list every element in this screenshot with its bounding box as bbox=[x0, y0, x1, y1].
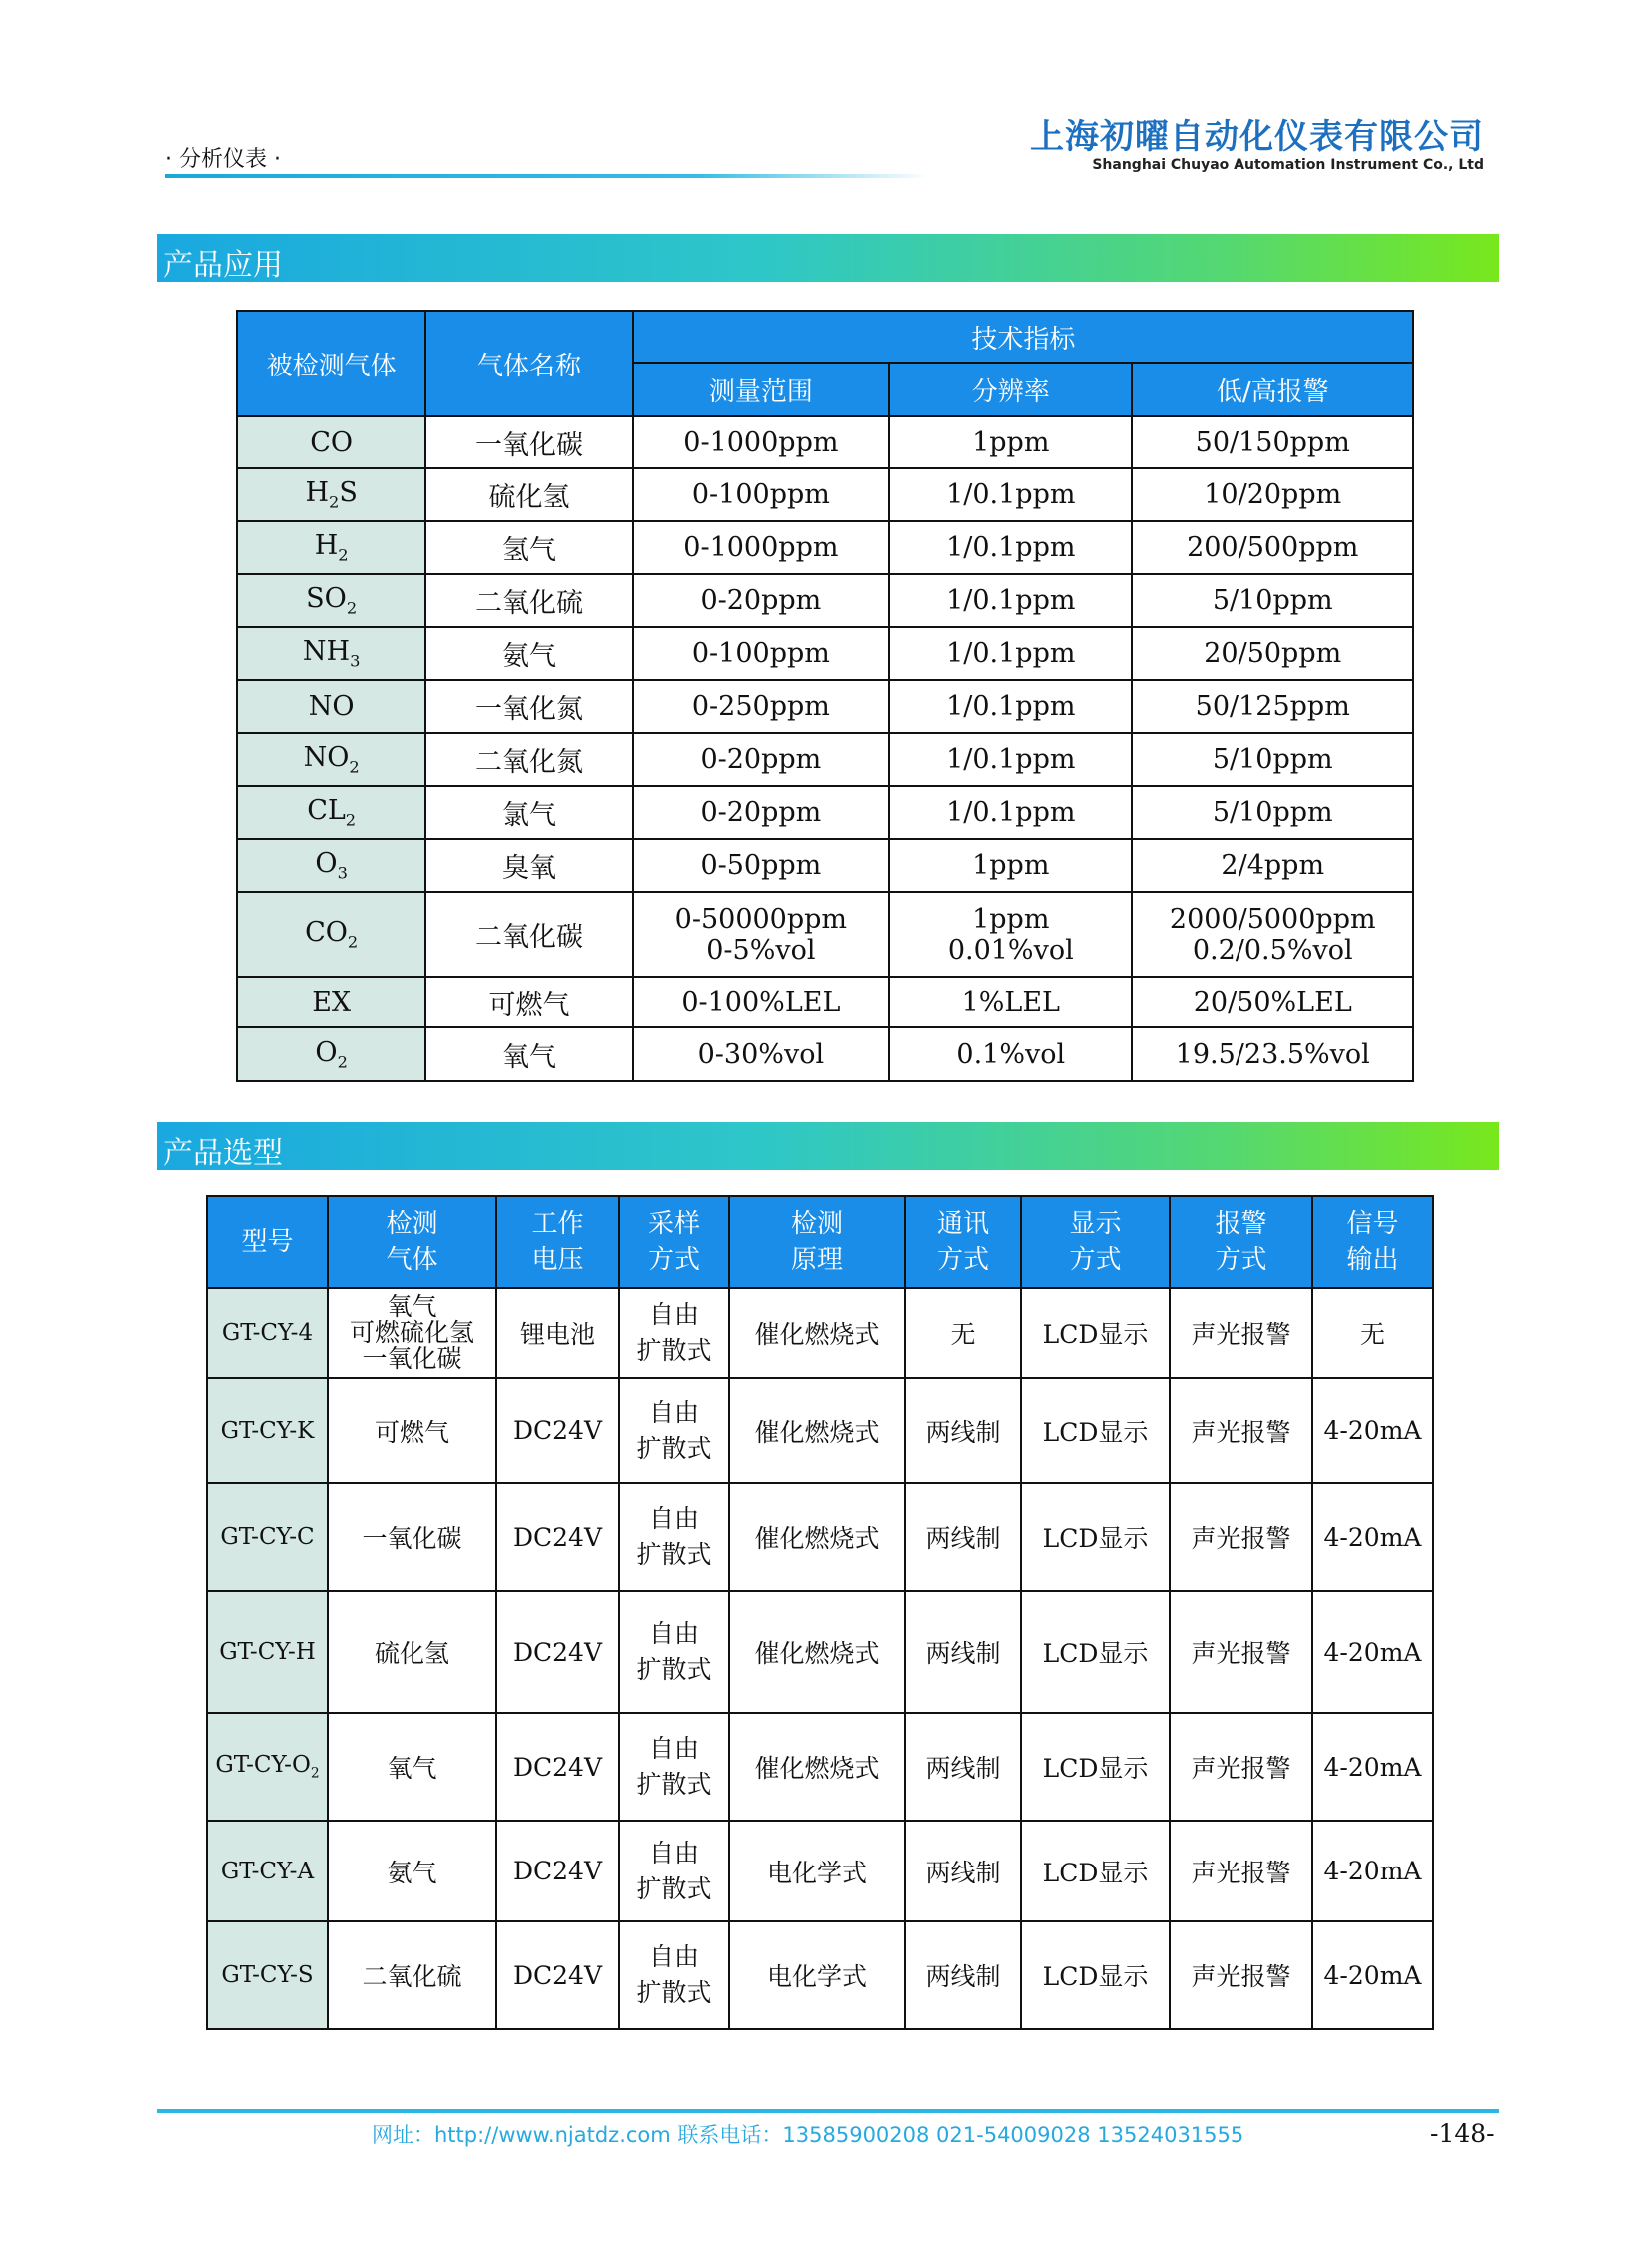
col-header bbox=[1021, 1196, 1170, 1288]
signal-cell: 4-20mA bbox=[1312, 1591, 1433, 1713]
table-row bbox=[237, 574, 1413, 627]
range-cell bbox=[633, 839, 889, 892]
gas-formula-subscript: 2 bbox=[338, 545, 349, 565]
sampling-cell bbox=[619, 1378, 729, 1483]
gas-formula-subscript: 2 bbox=[349, 757, 360, 777]
gas-formula-subscript: 2 bbox=[329, 492, 340, 512]
gas-formula: CO bbox=[310, 426, 354, 458]
col-header-line1: 信号 bbox=[1346, 1209, 1399, 1239]
detect-gas-cell bbox=[328, 1713, 496, 1821]
sampling-line2: 扩散式 bbox=[636, 1336, 712, 1365]
gas-name-cell: 一氧化碳 bbox=[425, 416, 632, 468]
col-header bbox=[905, 1196, 1021, 1288]
alarm-cell: 声光报警 bbox=[1170, 1821, 1312, 1921]
gas-formula-cell bbox=[237, 892, 425, 977]
col-header-line2: 方式 bbox=[936, 1245, 989, 1275]
footer-divider bbox=[157, 2109, 1499, 2113]
model-subscript: 2 bbox=[310, 1765, 320, 1782]
col-header bbox=[207, 1196, 328, 1288]
col-header-line2: 电压 bbox=[531, 1245, 584, 1275]
detect-gas-cell bbox=[328, 1921, 496, 2029]
model-cell bbox=[207, 1483, 328, 1591]
gas-formula-cell bbox=[237, 839, 425, 892]
alarm-cell bbox=[1132, 627, 1413, 680]
table-row bbox=[237, 786, 1413, 839]
col-header-line1: 工作 bbox=[531, 1209, 584, 1239]
gas-name-cell: 二氧化氮 bbox=[425, 733, 632, 786]
col-header-line1: 采样 bbox=[647, 1209, 700, 1239]
selection-table bbox=[206, 1195, 1434, 2030]
table-row bbox=[237, 416, 1413, 468]
sampling-line1: 自由 bbox=[648, 1838, 699, 1868]
alarm-cell bbox=[1132, 416, 1413, 468]
gas-formula: H bbox=[305, 477, 330, 509]
range-cell-line1: 0-20ppm bbox=[700, 797, 822, 828]
comm-cell: 两线制 bbox=[905, 1713, 1021, 1821]
gas-name-cell: 可燃气 bbox=[425, 977, 632, 1027]
table-row bbox=[237, 977, 1413, 1027]
range-cell bbox=[633, 1027, 889, 1081]
gas-formula-cell bbox=[237, 574, 425, 627]
resolution-cell bbox=[889, 786, 1132, 839]
comm-cell: 两线制 bbox=[905, 1483, 1021, 1591]
resolution-cell-line1: 1/0.1ppm bbox=[946, 691, 1076, 722]
alarm-cell bbox=[1132, 680, 1413, 733]
range-cell bbox=[633, 521, 889, 574]
col-header bbox=[729, 1196, 905, 1288]
principle-cell: 催化燃烧式 bbox=[729, 1713, 905, 1821]
gas-formula: O bbox=[315, 1036, 338, 1068]
page-number: -148- bbox=[1430, 2119, 1495, 2148]
col-header bbox=[619, 1196, 729, 1288]
col-header bbox=[1312, 1196, 1433, 1288]
gas-formula-tail: S bbox=[339, 477, 358, 509]
range-cell bbox=[633, 468, 889, 521]
range-cell-line1: 0-20ppm bbox=[700, 585, 822, 616]
table-row bbox=[237, 627, 1413, 680]
col-header-range: 测量范围 bbox=[633, 363, 889, 416]
col-header bbox=[328, 1196, 496, 1288]
alarm-cell bbox=[1132, 786, 1413, 839]
principle-cell: 催化燃烧式 bbox=[729, 1288, 905, 1378]
alarm-cell: 声光报警 bbox=[1170, 1591, 1312, 1713]
resolution-cell-line1: 1/0.1ppm bbox=[946, 744, 1076, 775]
table-row bbox=[237, 521, 1413, 574]
detect-gas-line1: 氧气 bbox=[387, 1754, 437, 1783]
signal-cell: 4-20mA bbox=[1312, 1821, 1433, 1921]
gas-formula-cell bbox=[237, 733, 425, 786]
sampling-cell bbox=[619, 1713, 729, 1821]
alarm-cell: 声光报警 bbox=[1170, 1483, 1312, 1591]
gas-name-cell: 二氧化碳 bbox=[425, 892, 632, 977]
section-bar-application bbox=[157, 234, 1499, 282]
display-cell: LCD显示 bbox=[1021, 1821, 1170, 1921]
resolution-cell bbox=[889, 733, 1132, 786]
gas-formula: CL bbox=[307, 795, 346, 827]
detect-gas-line1: 一氧化碳 bbox=[362, 1524, 462, 1553]
detect-gas-line1: 可燃气 bbox=[374, 1417, 449, 1447]
table-row bbox=[207, 1378, 1433, 1483]
alarm-cell-line1: 5/10ppm bbox=[1212, 585, 1333, 616]
model-name: GT-CY-K bbox=[220, 1417, 315, 1444]
comm-cell: 两线制 bbox=[905, 1378, 1021, 1483]
resolution-cell bbox=[889, 839, 1132, 892]
range-cell-line1: 0-50ppm bbox=[700, 850, 822, 881]
alarm-cell-line1: 19.5/23.5%vol bbox=[1175, 1038, 1370, 1070]
principle-cell: 电化学式 bbox=[729, 1921, 905, 2029]
sampling-line2: 扩散式 bbox=[636, 1433, 712, 1463]
model-cell bbox=[207, 1288, 328, 1378]
table-row bbox=[207, 1288, 1433, 1378]
col-header-gas: 被检测气体 bbox=[237, 311, 425, 416]
gas-formula: O bbox=[315, 848, 338, 880]
model-name: GT-CY-H bbox=[219, 1639, 316, 1665]
table-row bbox=[207, 1483, 1433, 1591]
detect-gas-cell bbox=[328, 1591, 496, 1713]
model-cell bbox=[207, 1378, 328, 1483]
gas-formula-cell bbox=[237, 977, 425, 1027]
gas-name-cell: 氨气 bbox=[425, 627, 632, 680]
alarm-cell-line2: 0.2/0.5%vol bbox=[1192, 934, 1353, 966]
col-header-line1: 型号 bbox=[241, 1227, 294, 1257]
alarm-cell bbox=[1132, 977, 1413, 1027]
detect-gas-cell bbox=[328, 1288, 496, 1378]
signal-cell: 4-20mA bbox=[1312, 1483, 1433, 1591]
gas-formula-subscript: 3 bbox=[350, 651, 361, 671]
alarm-cell bbox=[1132, 839, 1413, 892]
gas-formula-cell bbox=[237, 521, 425, 574]
col-header-line1: 报警 bbox=[1215, 1209, 1267, 1239]
detect-gas-cell bbox=[328, 1821, 496, 1921]
detect-gas-line1: 氧气 bbox=[387, 1292, 437, 1321]
gas-formula: H bbox=[314, 530, 339, 562]
alarm-cell-line1: 50/125ppm bbox=[1195, 691, 1350, 722]
col-header-name: 气体名称 bbox=[425, 311, 632, 416]
resolution-cell-line1: 1/0.1ppm bbox=[946, 585, 1076, 616]
resolution-cell-line2: 0.01%vol bbox=[947, 934, 1074, 966]
sampling-line2: 扩散式 bbox=[636, 1978, 712, 2007]
display-cell: LCD显示 bbox=[1021, 1483, 1170, 1591]
col-header bbox=[496, 1196, 619, 1288]
alarm-cell: 声光报警 bbox=[1170, 1288, 1312, 1378]
table-row bbox=[237, 468, 1413, 521]
range-cell-line1: 0-30%vol bbox=[697, 1038, 825, 1070]
model-cell bbox=[207, 1713, 328, 1821]
voltage-cell: DC24V bbox=[496, 1591, 619, 1713]
sampling-line2: 扩散式 bbox=[636, 1770, 712, 1799]
alarm-cell: 声光报警 bbox=[1170, 1713, 1312, 1821]
resolution-cell bbox=[889, 627, 1132, 680]
section-title: 产品选型 bbox=[163, 1136, 283, 1171]
alarm-cell-line1: 20/50ppm bbox=[1204, 638, 1342, 669]
alarm-cell bbox=[1132, 574, 1413, 627]
sampling-line2: 扩散式 bbox=[636, 1540, 712, 1569]
gas-formula-subscript: 2 bbox=[346, 598, 358, 618]
alarm-cell-line1: 2000/5000ppm bbox=[1169, 903, 1376, 935]
alarm-cell-line1: 5/10ppm bbox=[1212, 797, 1333, 828]
range-cell bbox=[633, 977, 889, 1027]
detect-gas-line2: 可燃硫化氢 bbox=[349, 1318, 474, 1347]
gas-name-cell: 氢气 bbox=[425, 521, 632, 574]
voltage-cell: DC24V bbox=[496, 1483, 619, 1591]
sampling-cell bbox=[619, 1921, 729, 2029]
detect-gas-line1: 氨气 bbox=[387, 1858, 437, 1887]
range-cell bbox=[633, 574, 889, 627]
alarm-cell bbox=[1132, 1027, 1413, 1081]
gas-name-cell: 二氧化硫 bbox=[425, 574, 632, 627]
voltage-cell: DC24V bbox=[496, 1713, 619, 1821]
col-header-alarm: 低/高报警 bbox=[1132, 363, 1413, 416]
section-bar-selection bbox=[157, 1122, 1499, 1170]
model-cell bbox=[207, 1821, 328, 1921]
alarm-cell: 声光报警 bbox=[1170, 1921, 1312, 2029]
range-cell-line1: 0-20ppm bbox=[700, 744, 822, 775]
resolution-cell-line1: 1%LEL bbox=[961, 986, 1060, 1018]
gas-name-cell: 一氧化氮 bbox=[425, 680, 632, 733]
col-header-spec: 技术指标 bbox=[633, 311, 1413, 363]
voltage-cell: DC24V bbox=[496, 1821, 619, 1921]
range-cell-line1: 0-100ppm bbox=[691, 479, 830, 510]
model-name: GT-CY-O bbox=[215, 1752, 311, 1779]
resolution-cell bbox=[889, 521, 1132, 574]
alarm-cell-line1: 2/4ppm bbox=[1221, 850, 1325, 881]
comm-cell: 两线制 bbox=[905, 1821, 1021, 1921]
gas-formula-cell bbox=[237, 1027, 425, 1081]
display-cell: LCD显示 bbox=[1021, 1713, 1170, 1821]
principle-cell: 催化燃烧式 bbox=[729, 1591, 905, 1713]
signal-cell: 4-20mA bbox=[1312, 1378, 1433, 1483]
range-cell-line1: 0-250ppm bbox=[691, 691, 830, 722]
table-row bbox=[237, 1027, 1413, 1081]
range-cell-line1: 0-50000ppm bbox=[674, 903, 848, 935]
sampling-cell bbox=[619, 1288, 729, 1378]
table-row bbox=[207, 1921, 1433, 2029]
resolution-cell-line1: 1/0.1ppm bbox=[946, 532, 1076, 563]
header-divider bbox=[165, 174, 929, 178]
table-row bbox=[237, 892, 1413, 977]
col-header-line1: 检测 bbox=[790, 1209, 843, 1239]
resolution-cell-line1: 1/0.1ppm bbox=[946, 638, 1076, 669]
gas-formula-cell bbox=[237, 416, 425, 468]
col-header-line2: 输出 bbox=[1346, 1245, 1399, 1275]
display-cell: LCD显示 bbox=[1021, 1591, 1170, 1713]
voltage-cell: DC24V bbox=[496, 1378, 619, 1483]
range-cell-line1: 0-100%LEL bbox=[681, 986, 841, 1018]
detect-gas-cell bbox=[328, 1483, 496, 1591]
section-title: 产品应用 bbox=[163, 248, 283, 283]
col-header-line2: 方式 bbox=[647, 1245, 700, 1275]
model-cell bbox=[207, 1921, 328, 2029]
company-name-cn: 上海初曜自动化仪表有限公司 bbox=[1030, 117, 1484, 157]
col-header-line2: 方式 bbox=[1069, 1245, 1122, 1275]
gas-formula-subscript: 2 bbox=[345, 810, 357, 830]
detect-gas-line3: 一氧化碳 bbox=[362, 1344, 462, 1373]
header-section-label: · 分析仪表 · bbox=[165, 147, 281, 172]
application-table bbox=[236, 310, 1414, 1082]
sampling-line1: 自由 bbox=[648, 1734, 699, 1763]
col-header-line2: 原理 bbox=[790, 1245, 843, 1275]
model-name: GT-CY-C bbox=[220, 1524, 315, 1550]
alarm-cell: 声光报警 bbox=[1170, 1378, 1312, 1483]
gas-formula-cell bbox=[237, 680, 425, 733]
resolution-cell bbox=[889, 1027, 1132, 1081]
alarm-cell bbox=[1132, 521, 1413, 574]
display-cell: LCD显示 bbox=[1021, 1288, 1170, 1378]
detect-gas-cell bbox=[328, 1378, 496, 1483]
gas-name-cell: 氧气 bbox=[425, 1027, 632, 1081]
model-name: GT-CY-A bbox=[220, 1858, 315, 1884]
resolution-cell bbox=[889, 574, 1132, 627]
gas-formula: NO bbox=[303, 742, 350, 774]
resolution-cell-line1: 1/0.1ppm bbox=[946, 797, 1076, 828]
col-header-resolution: 分辨率 bbox=[889, 363, 1132, 416]
signal-cell: 4-20mA bbox=[1312, 1921, 1433, 2029]
col-header bbox=[1170, 1196, 1312, 1288]
gas-name-cell: 氯气 bbox=[425, 786, 632, 839]
gas-name-cell: 臭氧 bbox=[425, 839, 632, 892]
principle-cell: 电化学式 bbox=[729, 1821, 905, 1921]
table-row bbox=[207, 1591, 1433, 1713]
resolution-cell-line1: 0.1%vol bbox=[956, 1038, 1066, 1070]
table-row bbox=[237, 733, 1413, 786]
col-header-line1: 通讯 bbox=[936, 1209, 989, 1239]
alarm-cell bbox=[1132, 733, 1413, 786]
resolution-cell-line1: 1/0.1ppm bbox=[946, 479, 1076, 510]
range-cell bbox=[633, 627, 889, 680]
gas-name-cell: 硫化氢 bbox=[425, 468, 632, 521]
comm-cell: 两线制 bbox=[905, 1921, 1021, 2029]
alarm-cell-line1: 5/10ppm bbox=[1212, 744, 1333, 775]
range-cell bbox=[633, 786, 889, 839]
table-row bbox=[237, 680, 1413, 733]
gas-formula: CO bbox=[305, 917, 348, 949]
resolution-cell bbox=[889, 680, 1132, 733]
gas-formula-cell bbox=[237, 468, 425, 521]
col-header-line2: 气体 bbox=[386, 1245, 438, 1275]
gas-formula-cell bbox=[237, 627, 425, 680]
company-name-en: Shanghai Chuyao Automation Instrument Co., Ltd bbox=[1092, 157, 1484, 173]
gas-formula: SO bbox=[306, 583, 347, 615]
resolution-cell-line1: 1ppm bbox=[972, 426, 1050, 458]
display-cell: LCD显示 bbox=[1021, 1378, 1170, 1483]
sampling-cell bbox=[619, 1483, 729, 1591]
gas-formula: NH bbox=[302, 636, 351, 668]
resolution-cell-line1: 1ppm bbox=[972, 903, 1050, 935]
range-cell-line1: 0-1000ppm bbox=[683, 532, 839, 563]
footer-contact: 网址：http://www.njatdz.com 联系电话：13585900208 021-54009028 13524031555 bbox=[372, 2123, 1244, 2147]
detect-gas-line1: 硫化氢 bbox=[374, 1639, 449, 1668]
sampling-cell bbox=[619, 1821, 729, 1921]
model-name: GT-CY-S bbox=[221, 1962, 314, 1988]
alarm-cell-line1: 20/50%LEL bbox=[1193, 986, 1352, 1018]
gas-formula-subscript: 2 bbox=[347, 932, 359, 952]
resolution-cell bbox=[889, 416, 1132, 468]
signal-cell: 4-20mA bbox=[1312, 1713, 1433, 1821]
col-header-line1: 显示 bbox=[1069, 1209, 1122, 1239]
resolution-cell-line1: 1ppm bbox=[972, 850, 1050, 881]
resolution-cell bbox=[889, 892, 1132, 977]
table-row bbox=[237, 839, 1413, 892]
sampling-line2: 扩散式 bbox=[636, 1873, 712, 1903]
col-header-line1: 检测 bbox=[386, 1209, 438, 1239]
company-logo bbox=[1030, 118, 1484, 174]
sampling-line2: 扩散式 bbox=[636, 1655, 712, 1684]
range-cell-line1: 0-100ppm bbox=[691, 638, 830, 669]
resolution-cell bbox=[889, 977, 1132, 1027]
sampling-line1: 自由 bbox=[648, 1397, 699, 1427]
gas-formula-subscript: 2 bbox=[337, 1052, 348, 1072]
gas-formula-subscript: 3 bbox=[337, 863, 348, 883]
resolution-cell bbox=[889, 468, 1132, 521]
principle-cell: 催化燃烧式 bbox=[729, 1378, 905, 1483]
sampling-cell bbox=[619, 1591, 729, 1713]
detect-gas-line1: 二氧化硫 bbox=[362, 1962, 462, 1991]
table-row bbox=[207, 1713, 1433, 1821]
model-cell bbox=[207, 1591, 328, 1713]
range-cell bbox=[633, 416, 889, 468]
model-name: GT-CY-4 bbox=[221, 1320, 314, 1346]
col-header-line2: 方式 bbox=[1215, 1245, 1267, 1275]
sampling-line1: 自由 bbox=[648, 1942, 699, 1971]
sampling-line1: 自由 bbox=[648, 1300, 699, 1329]
range-cell bbox=[633, 733, 889, 786]
comm-cell: 两线制 bbox=[905, 1591, 1021, 1713]
alarm-cell-line1: 50/150ppm bbox=[1195, 426, 1350, 458]
voltage-cell: 锂电池 bbox=[496, 1288, 619, 1378]
voltage-cell: DC24V bbox=[496, 1921, 619, 2029]
gas-formula-cell bbox=[237, 786, 425, 839]
range-cell-line1: 0-1000ppm bbox=[683, 426, 839, 458]
comm-cell: 无 bbox=[905, 1288, 1021, 1378]
alarm-cell bbox=[1132, 892, 1413, 977]
sampling-line1: 自由 bbox=[648, 1619, 699, 1648]
range-cell bbox=[633, 680, 889, 733]
range-cell bbox=[633, 892, 889, 977]
signal-cell: 无 bbox=[1312, 1288, 1433, 1378]
range-cell-line2: 0-5%vol bbox=[706, 934, 816, 966]
table-row bbox=[207, 1821, 1433, 1921]
alarm-cell-line1: 10/20ppm bbox=[1204, 479, 1342, 510]
alarm-cell-line1: 200/500ppm bbox=[1187, 532, 1359, 563]
principle-cell: 催化燃烧式 bbox=[729, 1483, 905, 1591]
alarm-cell bbox=[1132, 468, 1413, 521]
display-cell: LCD显示 bbox=[1021, 1921, 1170, 2029]
gas-formula: EX bbox=[312, 986, 352, 1018]
sampling-line1: 自由 bbox=[648, 1504, 699, 1533]
gas-formula: NO bbox=[308, 691, 355, 722]
